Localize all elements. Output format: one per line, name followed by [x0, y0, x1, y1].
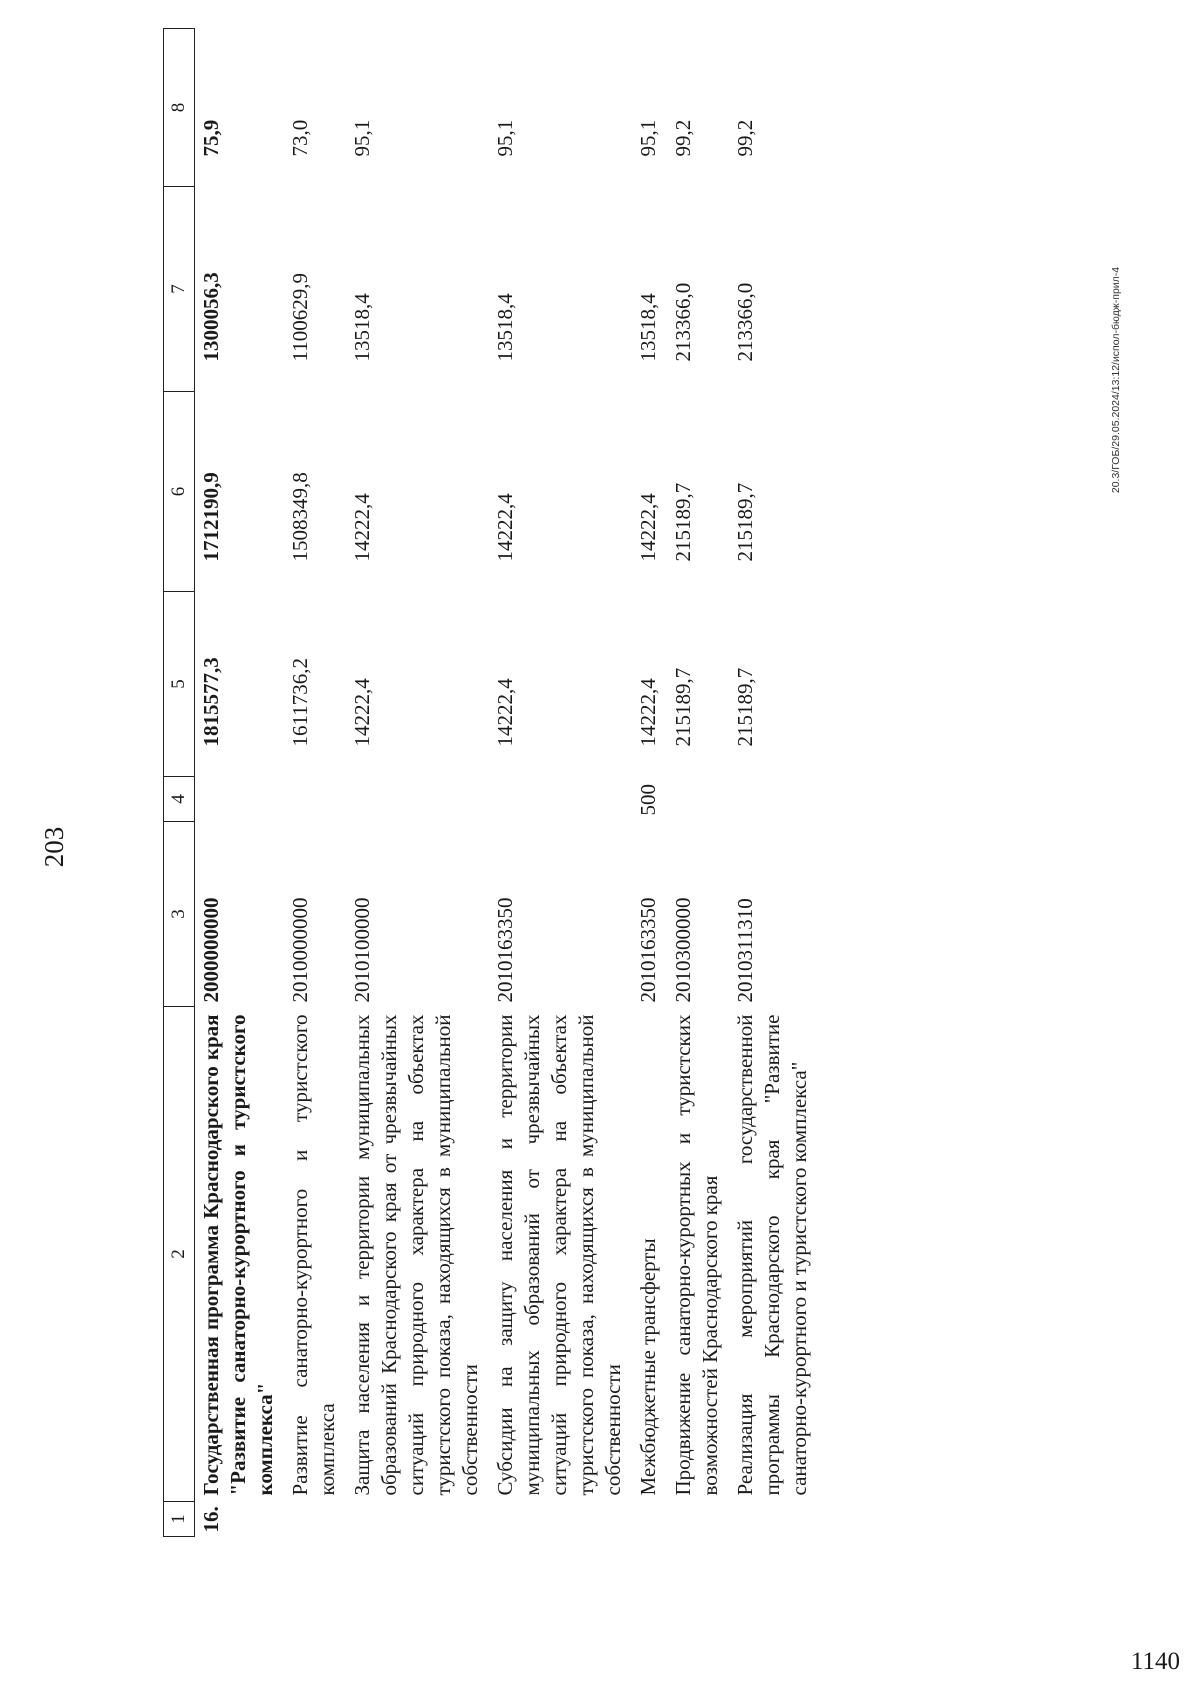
table-row — [729, 29, 818, 1537]
value-col6: 14222,4 — [636, 493, 660, 562]
expense-type — [284, 777, 346, 822]
value-col7: 13518,4 — [350, 293, 374, 362]
value-col6: 14222,4 — [350, 493, 374, 562]
value-col7: 1300056,3 — [199, 272, 223, 362]
target-article-code: 2010100000 — [350, 897, 374, 1003]
col-header-1: 1 — [164, 1502, 195, 1537]
target-article-code: 2010163350 — [636, 897, 660, 1003]
value-col5: 1611736,2 — [288, 658, 312, 747]
row-number — [489, 1502, 632, 1537]
row-name: Государственная программа Краснодарского края "Развитие санаторно-курортного и туристского комплекса" — [199, 1014, 277, 1496]
value-col7: 213366,0 — [733, 282, 757, 362]
target-article-code: 2010311310 — [733, 898, 757, 1003]
expense-type — [489, 777, 632, 822]
value-col8: 75,9 — [199, 119, 223, 157]
expense-type — [346, 777, 489, 822]
budget-table — [163, 28, 818, 1537]
value-col5: 1815577,3 — [199, 657, 223, 747]
target-article-code: 2010163350 — [493, 897, 517, 1003]
table-row — [667, 29, 729, 1537]
row-name: Развитие санаторно-курортного и туристского комплекса — [288, 1014, 339, 1496]
value-col5: 14222,4 — [636, 678, 660, 747]
col-header-6: 6 — [164, 392, 195, 592]
table-row — [284, 29, 346, 1537]
col-header-2: 2 — [164, 1007, 195, 1502]
target-article-code: 2010000000 — [288, 897, 312, 1003]
target-article-code: 2000000000 — [199, 897, 223, 1003]
col-header-3: 3 — [164, 822, 195, 1007]
value-col6: 1508349,8 — [288, 472, 312, 562]
target-article-code: 2010300000 — [671, 897, 695, 1003]
value-col6: 1712190,9 — [199, 472, 223, 562]
page-number: 203 — [39, 826, 69, 868]
value-col5: 14222,4 — [350, 678, 374, 747]
value-col8: 99,2 — [733, 119, 757, 157]
row-number — [346, 1502, 489, 1537]
value-col7: 1100629,9 — [288, 273, 312, 362]
value-col5: 14222,4 — [493, 678, 517, 747]
value-col7: 13518,4 — [493, 293, 517, 362]
col-header-4: 4 — [164, 777, 195, 822]
col-header-8: 8 — [164, 29, 195, 187]
expense-type — [667, 777, 729, 822]
row-name: Защита населения и территории муниципальных образований Краснодарского края от чрезвычайных ситуаций природного характера на объектах туристского показа, находящихся в муниципальной собственности — [350, 1014, 482, 1496]
column-number-header — [164, 29, 195, 1537]
value-col6: 215189,7 — [733, 482, 757, 562]
row-name: Продвижение санаторно-курортных и туристских возможностей Краснодарского края — [671, 1014, 722, 1496]
value-col8: 95,1 — [350, 119, 374, 157]
value-col7: 13518,4 — [636, 293, 660, 362]
col-header-7: 7 — [164, 187, 195, 392]
value-col5: 215189,7 — [733, 667, 757, 747]
value-col6: 215189,7 — [671, 482, 695, 562]
value-col8: 95,1 — [636, 119, 660, 157]
value-col8: 73,0 — [288, 119, 312, 157]
footer-page-number: 1140 — [1130, 1648, 1180, 1675]
budget-table-rotated — [163, 29, 945, 1537]
table-row — [346, 29, 489, 1537]
table-row — [489, 29, 632, 1537]
row-name: Субсидии на защиту населения и территории муниципальных образований от чрезвычайных ситуаций природного характера на объектах туристского показа, находящихся в муниципальной собственности — [493, 1014, 625, 1496]
value-col7: 213366,0 — [671, 282, 695, 362]
row-number: 16. — [199, 1506, 223, 1533]
col-header-5: 5 — [164, 592, 195, 777]
value-col6: 14222,4 — [493, 493, 517, 562]
expense-type: 500 — [636, 784, 660, 816]
row-number — [729, 1502, 818, 1537]
expense-type — [195, 777, 285, 822]
file-code-stamp: 20.3/ГОБ/29.05.2024/13:12/испол-бюдж-прил-4 — [1110, 266, 1122, 494]
expense-type — [729, 777, 818, 822]
value-col8: 99,2 — [671, 119, 695, 157]
table-row — [195, 29, 285, 1537]
row-number — [284, 1502, 346, 1537]
table-row — [632, 29, 667, 1537]
row-name: Реализация мероприятий государственной программы Краснодарского края "Развитие санаторно-курортного и туристского комплекса" — [733, 1014, 811, 1496]
value-col5: 215189,7 — [671, 667, 695, 747]
value-col8: 95,1 — [493, 119, 517, 157]
row-number — [632, 1502, 667, 1537]
row-number — [667, 1502, 729, 1537]
row-name: Межбюджетные трансферты — [636, 1238, 660, 1496]
